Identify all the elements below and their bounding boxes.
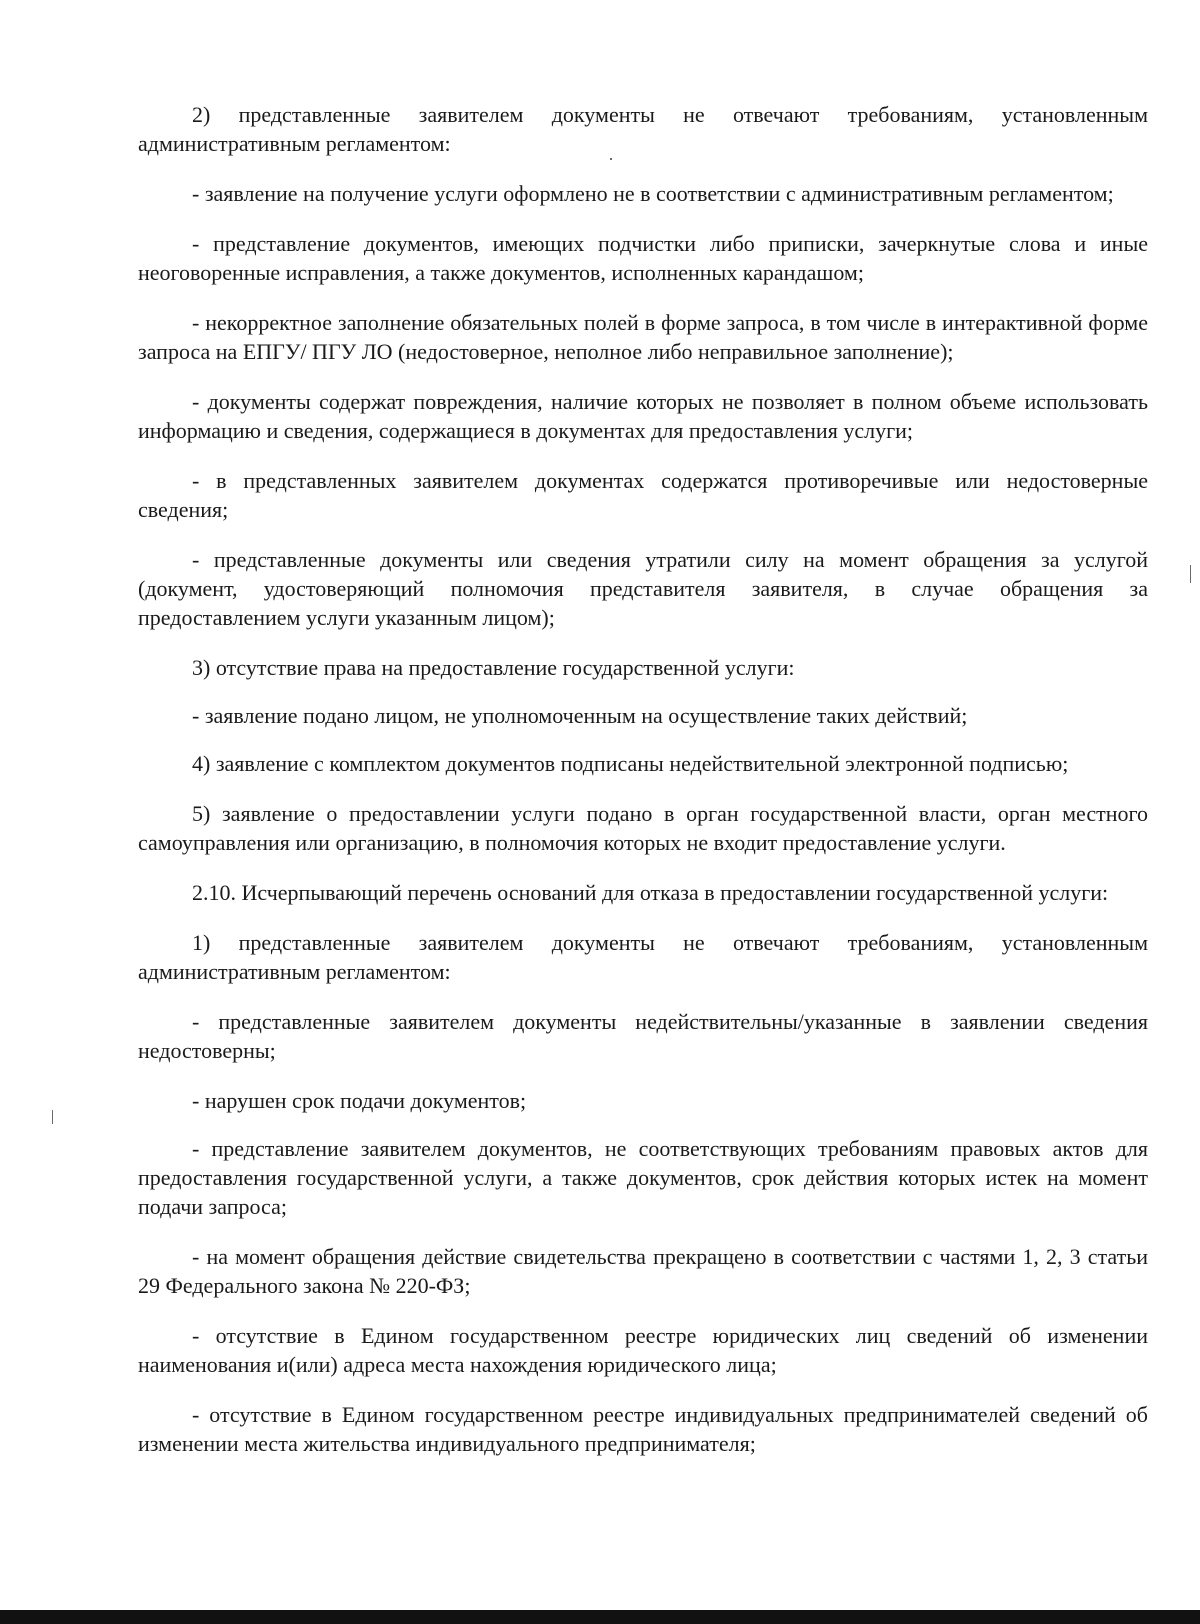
- scan-artifact-line-left: [52, 1110, 53, 1124]
- paragraph-deadline-violated: - нарушен срок подачи документов;: [192, 1088, 527, 1113]
- paragraph-egrip-missing: - отсутствие в Едином государственном реестре индивидуальных предпринимателей сведений об изменении места жительства индивидуального предпринимателя;: [138, 1402, 1148, 1456]
- paragraph-egrul-missing: - отсутствие в Едином государственном реестре юридических лиц сведений об изменении наименования и(или) адреса места нахождения юридического лица;: [138, 1323, 1148, 1377]
- scan-bottom-edge: [0, 1610, 1200, 1624]
- scan-artifact-dot: [610, 158, 612, 160]
- paragraph-section-2-10: 2.10. Исчерпывающий перечень оснований для отказа в предоставлении государственной услуги:: [192, 880, 1109, 905]
- paragraph-incorrect-fields: - некорректное заполнение обязательных полей в форме запроса, в том числе в интерактивной форме запроса на ЕПГУ/ ПГУ ЛО (недостоверное, неполное либо неправильное заполнение);: [138, 310, 1148, 364]
- paragraph-invalid-documents: - представленные заявителем документы недействительны/указанные в заявлении сведения недостоверны;: [138, 1009, 1148, 1063]
- paragraph-refusal-reason-2: 2) представленные заявителем документы не отвечают требованиям, установленным административным регламентом:: [138, 102, 1148, 156]
- scan-artifact-line-right: [1190, 565, 1191, 583]
- paragraph-unauthorized-person: - заявление подано лицом, не уполномоченным на осуществление таких действий;: [192, 703, 968, 728]
- paragraph-non-compliant-documents: - представление заявителем документов, не соответствующих требованиям правовых актов для предоставления государственной услуги, а также документов, срок действия которых истек на момент подачи запроса;: [138, 1136, 1148, 1219]
- paragraph-refusal-reason-3: 3) отсутствие права на предоставление государственной услуги:: [192, 655, 795, 680]
- paragraph-corrections: - представление документов, имеющих подчистки либо приписки, зачеркнутые слова и иные неоговоренные исправления, а также документов, исполненных карандашом;: [138, 231, 1148, 285]
- paragraph-refusal-reason-5: 5) заявление о предоставлении услуги подано в орган государственной власти, орган местного самоуправления или организацию, в полномочия которых не входит предоставление услуги.: [138, 801, 1148, 855]
- paragraph-application-format: - заявление на получение услуги оформлено не в соответствии с административным регламентом;: [192, 181, 1114, 206]
- paragraph-refusal-reason-4: 4) заявление с комплектом документов подписаны недействительной электронной подписью;: [192, 751, 1069, 776]
- paragraph-certificate-terminated: - на момент обращения действие свидетельства прекращено в соответствии с частями 1, 2, 3 статьи 29 Федерального закона № 220-ФЗ;: [138, 1244, 1148, 1298]
- paragraph-expired-documents: - представленные документы или сведения утратили силу на момент обращения за услугой (документ, удостоверяющий полномочия представителя заявителя, в случае обращения за предоставлением услуги указанным лицом);: [138, 547, 1148, 630]
- paragraph-contradictory-info: - в представленных заявителем документах содержатся противоречивые или недостоверные сведения;: [138, 468, 1148, 522]
- paragraph-denial-reason-1: 1) представленные заявителем документы не отвечают требованиям, установленным административным регламентом:: [138, 930, 1148, 984]
- paragraph-damaged-documents: - документы содержат повреждения, наличие которых не позволяет в полном объеме использовать информацию и сведения, содержащиеся в документах для предоставления услуги;: [138, 389, 1148, 443]
- document-page: [138, 100, 1148, 1479]
